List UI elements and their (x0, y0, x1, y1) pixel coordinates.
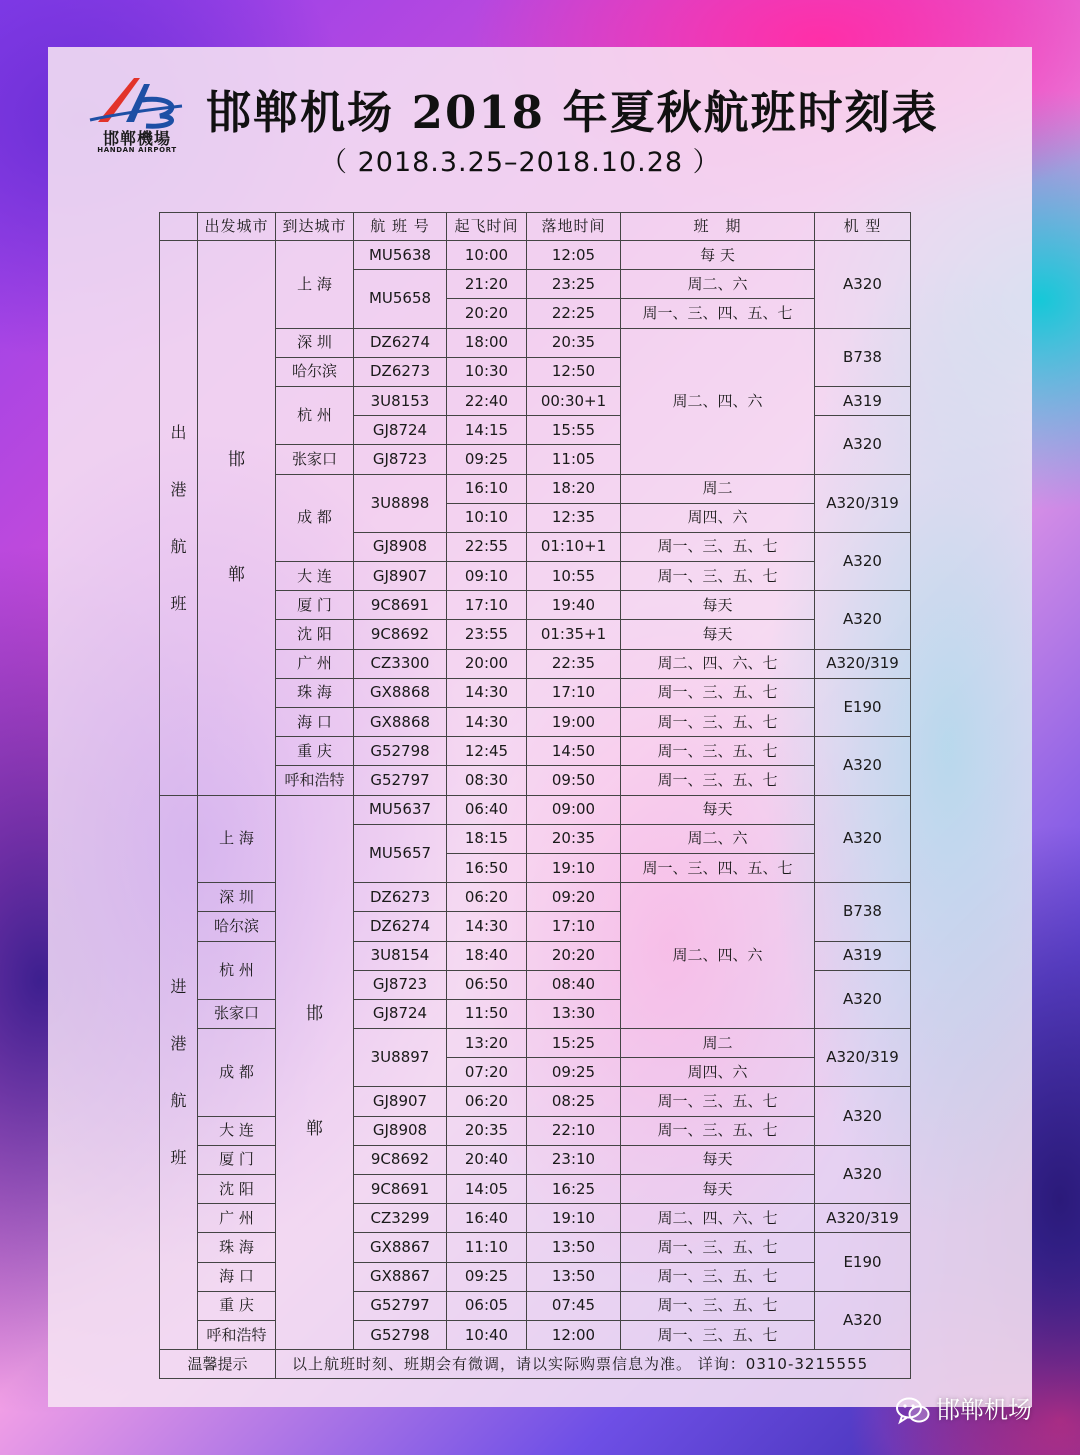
landing-time: 23:25 (527, 270, 621, 299)
departure-city: 重 庆 (198, 1291, 276, 1320)
col-header-departure-city: 出发城市 (198, 213, 276, 241)
schedule-days: 周一、三、五、七 (621, 532, 815, 561)
landing-time: 13:30 (527, 999, 621, 1028)
takeoff-time: 10:10 (447, 503, 527, 532)
arrival-city: 深 圳 (276, 328, 354, 357)
table-row (160, 1029, 911, 1058)
table-row (160, 1116, 911, 1145)
takeoff-time: 09:10 (447, 562, 527, 591)
departure-city: 沈 阳 (198, 1175, 276, 1204)
arrival-city: 珠 海 (276, 678, 354, 707)
landing-time: 13:50 (527, 1262, 621, 1291)
aircraft-type: A320/319 (815, 1029, 911, 1087)
schedule-days: 周一、三、五、七 (621, 678, 815, 707)
landing-time: 13:50 (527, 1233, 621, 1262)
arrival-city: 大 连 (276, 562, 354, 591)
landing-time: 22:25 (527, 299, 621, 328)
flight-number: 9C8692 (354, 620, 447, 649)
landing-time: 09:20 (527, 883, 621, 912)
aircraft-type: A320 (815, 1145, 911, 1203)
table-row (160, 1291, 911, 1320)
col-header-takeoff-time: 起飞时间 (447, 213, 527, 241)
logo-text: 邯郸機場 (102, 129, 171, 148)
schedule-days: 每天 (621, 591, 815, 620)
flight-number: GX8868 (354, 708, 447, 737)
takeoff-time: 20:00 (447, 649, 527, 678)
aircraft-type: A320/319 (815, 649, 911, 678)
schedule-days: 周二、四、六 (621, 328, 815, 474)
schedule-days: 周四、六 (621, 503, 815, 532)
arrival-city: 海 口 (276, 708, 354, 737)
landing-time: 17:10 (527, 912, 621, 941)
flight-number: MU5638 (354, 241, 447, 270)
table-row (160, 1204, 911, 1233)
table-row (160, 1233, 911, 1262)
arrivals-section-label: 进 港 航 班 (160, 795, 198, 1350)
notice-label: 温馨提示 (160, 1350, 276, 1379)
table-row (160, 1175, 911, 1204)
aircraft-type: B738 (815, 883, 911, 941)
takeoff-time: 06:40 (447, 795, 527, 824)
flight-schedule-table (159, 212, 911, 1379)
table-row (160, 1262, 911, 1291)
page-title: 邯郸机场 2018 年夏秋航班时刻表 (206, 86, 939, 139)
schedule-days: 周一、三、五、七 (621, 1233, 815, 1262)
schedule-days: 周二、四、六、七 (621, 649, 815, 678)
landing-time: 19:10 (527, 1204, 621, 1233)
col-header-aircraft: 机 型 (815, 213, 911, 241)
flight-number: G52797 (354, 766, 447, 795)
landing-time: 19:40 (527, 591, 621, 620)
departure-city: 呼和浩特 (198, 1320, 276, 1349)
flight-number: 9C8691 (354, 1175, 447, 1204)
takeoff-time: 14:15 (447, 416, 527, 445)
departure-city: 厦 门 (198, 1145, 276, 1174)
takeoff-time: 14:30 (447, 678, 527, 707)
landing-time: 12:00 (527, 1320, 621, 1349)
departure-city: 珠 海 (198, 1233, 276, 1262)
takeoff-time: 18:15 (447, 824, 527, 853)
schedule-days: 周一、三、五、七 (621, 1320, 815, 1349)
flight-number: GJ8723 (354, 445, 447, 474)
takeoff-time: 09:25 (447, 1262, 527, 1291)
table-header-row (160, 213, 911, 241)
takeoff-time: 06:20 (447, 1087, 527, 1116)
flight-number: GX8868 (354, 678, 447, 707)
departure-city: 哈尔滨 (198, 912, 276, 941)
arrival-city: 呼和浩特 (276, 766, 354, 795)
landing-time: 01:35+1 (527, 620, 621, 649)
takeoff-time: 21:20 (447, 270, 527, 299)
takeoff-time: 10:00 (447, 241, 527, 270)
aircraft-type: A320 (815, 1087, 911, 1145)
departure-city: 大 连 (198, 1116, 276, 1145)
schedule-days: 每天 (621, 620, 815, 649)
flight-number: GJ8724 (354, 999, 447, 1028)
flight-number: GJ8907 (354, 562, 447, 591)
aircraft-type: A320 (815, 737, 911, 795)
landing-time: 22:35 (527, 649, 621, 678)
takeoff-time: 16:40 (447, 1204, 527, 1233)
landing-time: 20:35 (527, 824, 621, 853)
wechat-account (896, 1390, 1032, 1425)
flight-number: GJ8724 (354, 416, 447, 445)
schedule-days: 周二 (621, 1029, 815, 1058)
landing-time: 11:05 (527, 445, 621, 474)
schedule-days: 每天 (621, 1175, 815, 1204)
landing-time: 12:50 (527, 357, 621, 386)
takeoff-time: 17:10 (447, 591, 527, 620)
flight-number: MU5637 (354, 795, 447, 824)
flight-number: MU5658 (354, 270, 447, 328)
takeoff-time: 20:35 (447, 1116, 527, 1145)
landing-time: 20:35 (527, 328, 621, 357)
flight-number: GJ8907 (354, 1087, 447, 1116)
landing-time: 09:50 (527, 766, 621, 795)
takeoff-time: 11:10 (447, 1233, 527, 1262)
col-header-flight-number: 航 班 号 (354, 213, 447, 241)
schedule-days: 周一、三、四、五、七 (621, 299, 815, 328)
aircraft-type: A319 (815, 386, 911, 415)
arrival-city: 哈尔滨 (276, 357, 354, 386)
landing-time: 15:25 (527, 1029, 621, 1058)
arrival-city: 沈 阳 (276, 620, 354, 649)
landing-time: 17:10 (527, 678, 621, 707)
aircraft-type: B738 (815, 328, 911, 386)
flight-number: 9C8691 (354, 591, 447, 620)
landing-time: 01:10+1 (527, 532, 621, 561)
table-row (160, 883, 911, 912)
flight-number: 3U8898 (354, 474, 447, 532)
takeoff-time: 16:50 (447, 853, 527, 882)
landing-time: 23:10 (527, 1145, 621, 1174)
landing-time: 19:10 (527, 853, 621, 882)
landing-time: 00:30+1 (527, 386, 621, 415)
takeoff-time: 13:20 (447, 1029, 527, 1058)
takeoff-time: 14:30 (447, 912, 527, 941)
flight-number: CZ3299 (354, 1204, 447, 1233)
schedule-period: （ 2018.3.25–2018.10.28 ） (320, 147, 721, 178)
landing-time: 12:35 (527, 503, 621, 532)
landing-time: 08:40 (527, 970, 621, 999)
flight-number: DZ6273 (354, 357, 447, 386)
schedule-days: 周二、四、六 (621, 883, 815, 1029)
takeoff-time: 08:30 (447, 766, 527, 795)
landing-time: 08:25 (527, 1087, 621, 1116)
arrival-city: 成 都 (276, 474, 354, 562)
schedule-days: 周一、三、五、七 (621, 562, 815, 591)
departure-city: 杭 州 (198, 941, 276, 999)
departure-city: 上 海 (198, 795, 276, 883)
arrival-city: 广 州 (276, 649, 354, 678)
takeoff-time: 18:40 (447, 941, 527, 970)
wechat-account-name: 邯郸机场 (936, 1396, 1032, 1424)
landing-time: 07:45 (527, 1291, 621, 1320)
arrival-city: 重 庆 (276, 737, 354, 766)
takeoff-time: 09:25 (447, 445, 527, 474)
flight-number: 3U8897 (354, 1029, 447, 1087)
col-header-schedule: 班 期 (621, 213, 815, 241)
departure-city: 海 口 (198, 1262, 276, 1291)
schedule-days: 每天 (621, 1145, 815, 1174)
takeoff-time: 18:00 (447, 328, 527, 357)
aircraft-type: A320 (815, 416, 911, 474)
takeoff-time: 10:30 (447, 357, 527, 386)
aircraft-type: A320/319 (815, 1204, 911, 1233)
notice-row (160, 1350, 911, 1379)
table-row (160, 795, 911, 824)
schedule-days: 周一、三、五、七 (621, 1291, 815, 1320)
landing-time: 19:00 (527, 708, 621, 737)
flight-number: GJ8723 (354, 970, 447, 999)
col-header-blank (160, 213, 198, 241)
takeoff-time: 06:05 (447, 1291, 527, 1320)
aircraft-type: A320 (815, 532, 911, 590)
aircraft-type: A319 (815, 941, 911, 970)
table-row (160, 1145, 911, 1174)
schedule-days: 周一、三、五、七 (621, 708, 815, 737)
takeoff-time: 10:40 (447, 1320, 527, 1349)
schedule-days: 周四、六 (621, 1058, 815, 1087)
col-header-arrival-city: 到达城市 (276, 213, 354, 241)
aircraft-type: A320 (815, 591, 911, 649)
flight-number: GJ8908 (354, 1116, 447, 1145)
schedule-days: 周二 (621, 474, 815, 503)
landing-time: 20:20 (527, 941, 621, 970)
flight-number: G52798 (354, 1320, 447, 1349)
landing-time: 12:05 (527, 241, 621, 270)
departure-city: 成 都 (198, 1029, 276, 1117)
landing-time: 10:55 (527, 562, 621, 591)
schedule-days: 周一、三、五、七 (621, 1262, 815, 1291)
takeoff-time: 20:40 (447, 1145, 527, 1174)
landing-time: 22:10 (527, 1116, 621, 1145)
departure-city: 广 州 (198, 1204, 276, 1233)
landing-time: 18:20 (527, 474, 621, 503)
schedule-days: 周一、三、五、七 (621, 766, 815, 795)
flight-number: 3U8153 (354, 386, 447, 415)
schedule-days: 每天 (621, 795, 815, 824)
takeoff-time: 07:20 (447, 1058, 527, 1087)
flight-number: GX8867 (354, 1233, 447, 1262)
schedule-days: 周一、三、五、七 (621, 737, 815, 766)
schedule-days: 周一、三、四、五、七 (621, 853, 815, 882)
landing-time: 16:25 (527, 1175, 621, 1204)
flight-number: DZ6274 (354, 912, 447, 941)
landing-time: 09:25 (527, 1058, 621, 1087)
schedule-days: 周二、四、六、七 (621, 1204, 815, 1233)
flight-number: 9C8692 (354, 1145, 447, 1174)
logo-subtext: HANDAN AIRPORT (97, 146, 177, 154)
aircraft-type: A320/319 (815, 474, 911, 532)
notice-text: 以上航班时刻、班期会有微调，请以实际购票信息为准。 详询：0310-3215555 (276, 1350, 911, 1379)
flight-number: MU5657 (354, 824, 447, 882)
table-row (160, 1320, 911, 1349)
flight-number: DZ6273 (354, 883, 447, 912)
flight-number: GX8867 (354, 1262, 447, 1291)
flight-number: G52798 (354, 737, 447, 766)
flight-number: DZ6274 (354, 328, 447, 357)
table-row (160, 241, 911, 270)
col-header-landing-time: 落地时间 (527, 213, 621, 241)
takeoff-time: 22:40 (447, 386, 527, 415)
arrival-city: 杭 州 (276, 386, 354, 444)
takeoff-time: 23:55 (447, 620, 527, 649)
aircraft-type: A320 (815, 241, 911, 329)
takeoff-time: 06:20 (447, 883, 527, 912)
schedule-days: 周二、六 (621, 824, 815, 853)
takeoff-time: 20:20 (447, 299, 527, 328)
arrival-city: 厦 门 (276, 591, 354, 620)
landing-time: 15:55 (527, 416, 621, 445)
takeoff-time: 16:10 (447, 474, 527, 503)
departures-section-label: 出 港 航 班 (160, 241, 198, 796)
landing-time: 09:00 (527, 795, 621, 824)
departure-city-handan: 邯 郸 (198, 241, 276, 796)
flight-number: G52797 (354, 1291, 447, 1320)
flight-number: GJ8908 (354, 532, 447, 561)
wechat-icon (896, 1397, 930, 1425)
takeoff-time: 12:45 (447, 737, 527, 766)
departure-city: 张家口 (198, 999, 276, 1028)
takeoff-time: 11:50 (447, 999, 527, 1028)
arrival-city-handan: 邯 郸 (276, 795, 354, 1350)
takeoff-time: 06:50 (447, 970, 527, 999)
takeoff-time: 22:55 (447, 532, 527, 561)
aircraft-type: E190 (815, 678, 911, 736)
schedule-days: 周一、三、五、七 (621, 1116, 815, 1145)
aircraft-type: A320 (815, 795, 911, 883)
aircraft-type: A320 (815, 970, 911, 1028)
arrival-city: 上 海 (276, 241, 354, 329)
takeoff-time: 14:30 (447, 708, 527, 737)
arrival-city: 张家口 (276, 445, 354, 474)
schedule-days: 周一、三、五、七 (621, 1087, 815, 1116)
schedule-days: 每 天 (621, 241, 815, 270)
landing-time: 14:50 (527, 737, 621, 766)
flight-number: 3U8154 (354, 941, 447, 970)
aircraft-type: A320 (815, 1291, 911, 1349)
aircraft-type: E190 (815, 1233, 911, 1291)
flight-number: CZ3300 (354, 649, 447, 678)
schedule-days: 周二、六 (621, 270, 815, 299)
takeoff-time: 14:05 (447, 1175, 527, 1204)
departure-city: 深 圳 (198, 883, 276, 912)
